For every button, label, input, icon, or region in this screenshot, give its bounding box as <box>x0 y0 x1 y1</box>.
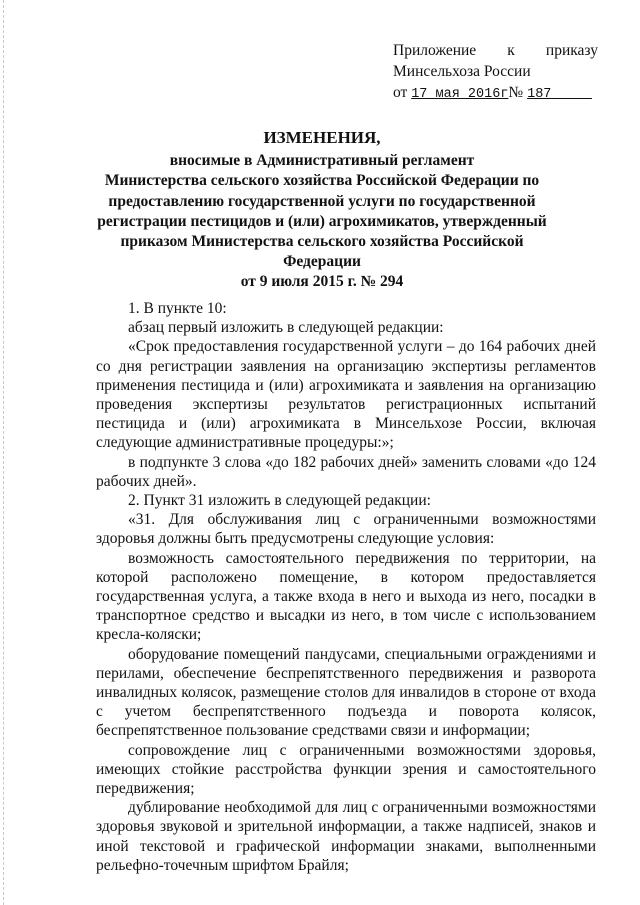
order-word: приказу <box>545 42 598 59</box>
order-number: 187 <box>527 87 552 102</box>
paragraph: сопровождение лиц с ограниченными возможностями здоровья, имеющих стойкие расстройства функции зрения и самостоятельного передвижения; <box>96 741 596 798</box>
date-number-line <box>393 82 598 105</box>
appendix-line <box>393 40 598 61</box>
appendix-word: Приложение <box>393 42 477 59</box>
title-line-1: вносимые в Административный регламент <box>169 152 475 170</box>
paragraph: возможность самостоятельного передвижения по территории, на которой расположено помещение, в котором предоставляется государственная услуга, а также входа в него и выхода из него, посадки в транспортное средство и высадки из него, в том числе с использованием кресла-коляски; <box>96 549 596 644</box>
paragraph: абзац первый изложить в следующей редакции: <box>128 319 444 337</box>
paragraph: 1. В пункте 10: <box>128 300 227 317</box>
paragraph: «31. Для обслуживания лиц с ограниченными возможностями здоровья должны быть предусмотрены следующие условия: <box>96 511 596 548</box>
appendix-header <box>393 40 598 105</box>
order-date: 17 мая 2016г <box>411 87 509 102</box>
document-body <box>96 299 596 875</box>
document-title <box>96 128 548 293</box>
scan-edge <box>3 0 5 905</box>
paragraph: 2. Пункт 31 изложить в следующей редакции: <box>128 492 431 510</box>
paragraph: в подпункте 3 слова «до 182 рабочих дней» заменить словами «до 124 рабочих дней». <box>96 453 596 490</box>
paragraph: «Срок предоставления государственной услуги – до 164 рабочих дней со дня регистрации заявления на организацию экспертизы регламентов применения пестицида и (или) агрохимиката и заявления на организацию проведения экспертизы результатов регистрационных испытаний пестицида и (или) агрохимиката в Минсельхозе России, включая следующие административные процедуры:»; <box>96 338 596 452</box>
title-line-4: регистрации пестицидов и (или) агрохимикатов, утвержденный <box>97 212 547 230</box>
to-word: к <box>507 42 515 59</box>
from-prefix: от <box>393 84 408 101</box>
title-line-2: Министерства сельского хозяйства Российской Федерации по <box>104 172 540 190</box>
title-line-5: приказом Министерства сельского хозяйства Российской Федерации <box>120 233 524 271</box>
number-sign: № <box>508 84 524 101</box>
title-line-6: от 9 июля 2015 г. № 294 <box>240 273 404 291</box>
title-main: ИЗМЕНЕНИЯ, <box>263 128 381 147</box>
paragraph: оборудование помещений пандусами, специальными ограждениями и перилами, обеспечение беспрепятственного передвижения и разворота инвалидных колясок, размещение столов для инвалидов в стороне от входа с учетом беспрепятственного подъезда и поворота колясок, беспрепятственное пользование средствами связи и информации; <box>96 645 596 740</box>
paragraph: дублирование необходимой для лиц с ограниченными возможностями здоровья звуковой и зрительной информации, а также надписей, знаков и иной текстовой и графической информации знаками, выполненными рельефно-точечным шрифтом Брайля; <box>96 799 596 874</box>
title-line-3: предоставлению государственной услуги по государственной <box>108 192 536 210</box>
ministry-line: Минсельхоза России <box>393 63 531 80</box>
